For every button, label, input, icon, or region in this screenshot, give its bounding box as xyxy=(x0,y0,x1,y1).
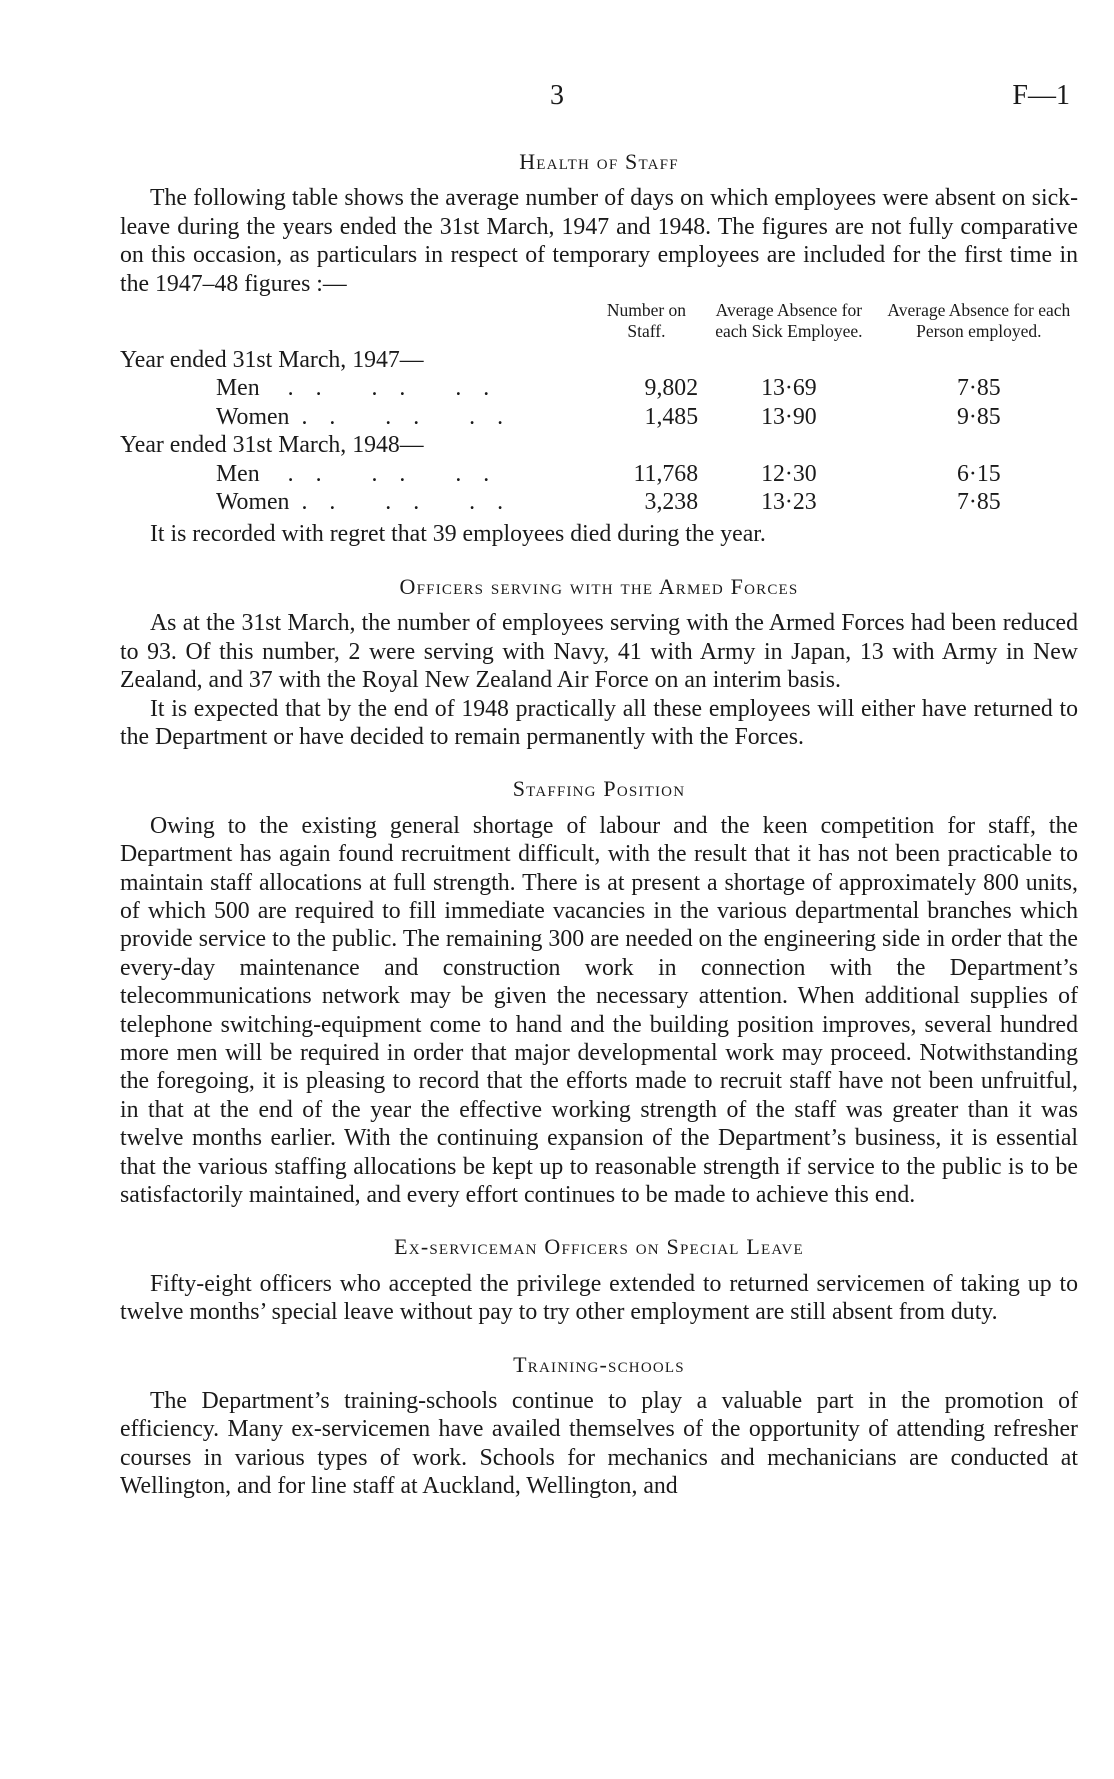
table-group-row xyxy=(120,431,1078,459)
cell-avg-sick: 13·69 xyxy=(761,375,817,402)
section-heading-health: Health of Staff xyxy=(519,149,679,174)
ex-servicemen-paragraph: Fifty-eight officers who accepted the privilege extended to returned servicemen of taking up to twelve months’ special leave without pay to try other employment are still absent from duty. xyxy=(120,1270,1078,1326)
table-header-row xyxy=(120,300,1078,346)
col-header-avg-person: Average Absence for each Person employed. xyxy=(887,300,1071,342)
armed-forces-paragraph-2: It is expected that by the end of 1948 practically all these employees will either have returned to the Department or have decided to remain permanently with the Forces. xyxy=(120,695,1078,750)
cell-avg-person: 9·85 xyxy=(957,403,1001,430)
page-content xyxy=(120,148,1078,1501)
cell-number: 11,768 xyxy=(633,460,699,487)
cell-number: 9,802 xyxy=(644,375,699,402)
cell-avg-person: 7·85 xyxy=(957,489,1001,516)
group-label-1947: Year ended 31st March, 1947— xyxy=(120,347,424,374)
table-row: Men .. .. .. 11,768 12·30 6·15 xyxy=(120,460,1078,488)
col-header-avg-sick: Average Absence for each Sick Employee. xyxy=(715,300,863,342)
col-header-number: Number on Staff. xyxy=(606,300,687,342)
section-heading-staffing: Staffing Position xyxy=(512,776,686,802)
table-group-row xyxy=(120,346,1078,374)
cell-avg-person: 7·85 xyxy=(957,375,1001,402)
table-row: Women .. .. .. 3,238 13·23 7·85 xyxy=(120,488,1078,516)
cell-avg-sick: 12·30 xyxy=(761,460,817,487)
cell-avg-sick: 13·23 xyxy=(761,489,817,516)
cell-avg-person: 6·15 xyxy=(957,460,1001,487)
training-paragraph: The Department’s training-schools continue to play a valuable part in the promotion of efficiency. Many ex-servicemen have availed themselves of the opportunity of attending refresher courses in various types of work. Schools for mechanics and mechanicians are conducted at Wellington, and for line staff at Auckland, Wellington, and xyxy=(120,1388,1078,1500)
cell-avg-sick: 13·90 xyxy=(761,403,817,430)
group-label-1948: Year ended 31st March, 1948— xyxy=(120,432,424,459)
section-heading-training: Training-schools xyxy=(513,1351,685,1377)
section-heading-ex-servicemen: Ex-serviceman Officers on Special Leave xyxy=(394,1234,804,1260)
health-closing-paragraph: It is recorded with regret that 39 employees died during the year. xyxy=(150,521,766,548)
armed-forces-paragraph-1: As at the 31st March, the number of employees serving with the Armed Forces had been reduced to 93. Of this number, 2 were serving with Navy, 41 with Army in Japan, 13 with Army in New Zealand, and 37 with the Royal New Zealand Air Force on an interim basis. xyxy=(120,610,1078,694)
row-label: Women xyxy=(216,489,290,516)
sick-leave-table xyxy=(120,300,1078,516)
document-reference: F—1 xyxy=(1012,80,1070,111)
row-label: Women xyxy=(216,403,290,430)
row-label: Men xyxy=(216,375,260,402)
page-number: 3 xyxy=(550,80,564,111)
section-heading-armed-forces: Officers serving with the Armed Forces xyxy=(399,573,799,599)
table-row: Men .. .. .. 9,802 13·69 7·85 xyxy=(120,374,1078,402)
cell-number: 1,485 xyxy=(644,403,699,430)
health-intro-paragraph: The following table shows the average number of days on which employees were absent on sick-leave during the years ended the 31st March, 1947 and 1948. The figures are not fully comparative on this occasion, as particulars in respect of temporary employees are included for the first time in the 1947–48 figures :— xyxy=(120,185,1078,297)
row-label: Men xyxy=(216,460,260,487)
cell-number: 3,238 xyxy=(644,489,699,516)
staffing-paragraph: Owing to the existing general shortage of labour and the keen competition for staff, the Department has again found recruitment difficult, with the result that it has not been practicable to maintain staff allocations at full strength. There is at present a shortage of approximately 800 units, of which 500 are required to fill immediate vacancies in the various departmental branches which provide service to the public. The remaining 300 are needed on the engineering side in order that the every-day maintenance and construction work in connection with the Department’s telecommunications network may be given the necessary attention. When additional supplies of telephone switching-equipment come to hand and the building position improves, several hundred more men will be required in order that major developmental work may proceed. Notwithstanding the foregoing, it is pleasing to record that the efforts made to recruit staff have not been unfruitful, in that at the end of the year the effective working strength of the staff was greater than it was twelve months earlier. With the continuing expansion of the Department’s business, it is essential that the various staffing allocations be kept up to reasonable strength if service to the public is to be satisfactorily maintained, and every effort continues to be made to achieve this end. xyxy=(120,812,1078,1208)
table-row: Women .. .. .. 1,485 13·90 9·85 xyxy=(120,403,1078,431)
